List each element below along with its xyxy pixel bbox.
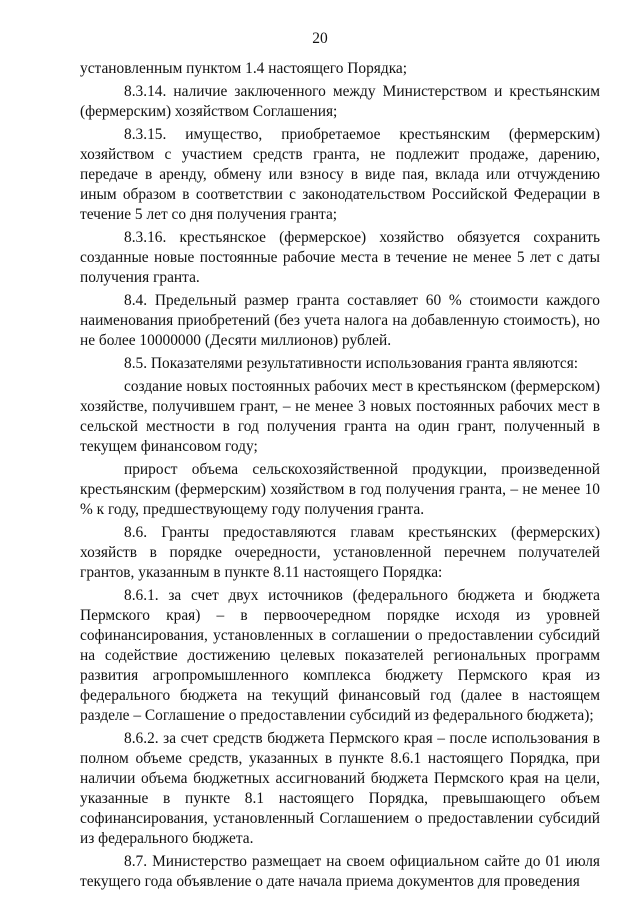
paragraph-8-6-2: 8.6.2. за счет средств бюджета Пермского края – после использования в полном объеме средств, указанных в пункте 8.6.1 настоящего Порядка, при наличии объема бюджетных ассигнований бюджета Пермского края на цели, указанные в пункте 8.1 настоящего Порядка, превышающего объем софинансирования, установленный Соглашением о предоставлении субсидий из федерального бюджета. <box>80 730 600 847</box>
paragraph-8-3-14: 8.3.14. наличие заключенного между Министерством и крестьянским (фермерским) хозяйством Соглашения; <box>80 83 600 120</box>
paragraph-continuation: установленным пунктом 1.4 настоящего Порядка; <box>80 60 408 77</box>
paragraph-8-3-15: 8.3.15. имущество, приобретаемое крестьянским (фермерским) хозяйством с участием средств гранта, не подлежит продаже, дарению, передаче в аренду, обмену или взносу в виде пая, вклада или отчуждению иным образом в соответствии с законодательством Российской Федерации в течение 5 лет со дня получения гранта; <box>80 126 600 223</box>
paragraph-8-5: 8.5. Показателями результативности использования гранта являются: <box>124 355 579 372</box>
paragraph-8-6-1: 8.6.1. за счет двух источников (федерального бюджета и бюджета Пермского края) – в первоочередном порядке исходя из уровней софинансирования, установленных в соглашении о предоставлении субсидий на содействие достижению целевых показателей региональных программ развития агропромышленного комплекса бюджету Пермского края из федерального бюджета на текущий финансовый год (далее в настоящем разделе – Соглашение о предоставлении субсидий из федерального бюджета); <box>80 587 600 724</box>
paragraph-8-6: 8.6. Гранты предоставляются главам крестьянских (фермерских) хозяйств в порядке очередности, установленной перечнем получателей грантов, указанным в пункте 8.11 настоящего Порядка: <box>80 524 600 581</box>
paragraph-8-7: 8.7. Министерство размещает на своем официальном сайте до 01 июля текущего года объявление о дате начала приема документов для проведения <box>80 853 600 890</box>
paragraph-8-4: 8.4. Предельный размер гранта составляет 60 % стоимости каждого наименования приобретений (без учета налога на добавленную стоимость), но не более 10000000 (Десяти миллионов) рублей. <box>80 292 600 349</box>
page-number: 20 <box>312 30 328 47</box>
paragraph-8-3-16: 8.3.16. крестьянское (фермерское) хозяйство обязуется сохранить созданные новые постоянные рабочие места в течение не менее 5 лет с даты получения гранта. <box>80 229 600 286</box>
document-body <box>80 59 600 892</box>
paragraph-indicator-production: прирост объема сельскохозяйственной продукции, произведенной крестьянским (фермерским) хозяйством в год получения гранта, – не менее 10 % к году, предшествующему году получения гранта. <box>80 461 600 518</box>
paragraph-indicator-jobs: создание новых постоянных рабочих мест в крестьянском (фермерском) хозяйстве, получившем грант, – не менее 3 новых постоянных рабочих мест в сельской местности в год получения гранта на один грант, полученный в текущем финансовом году; <box>80 378 600 455</box>
